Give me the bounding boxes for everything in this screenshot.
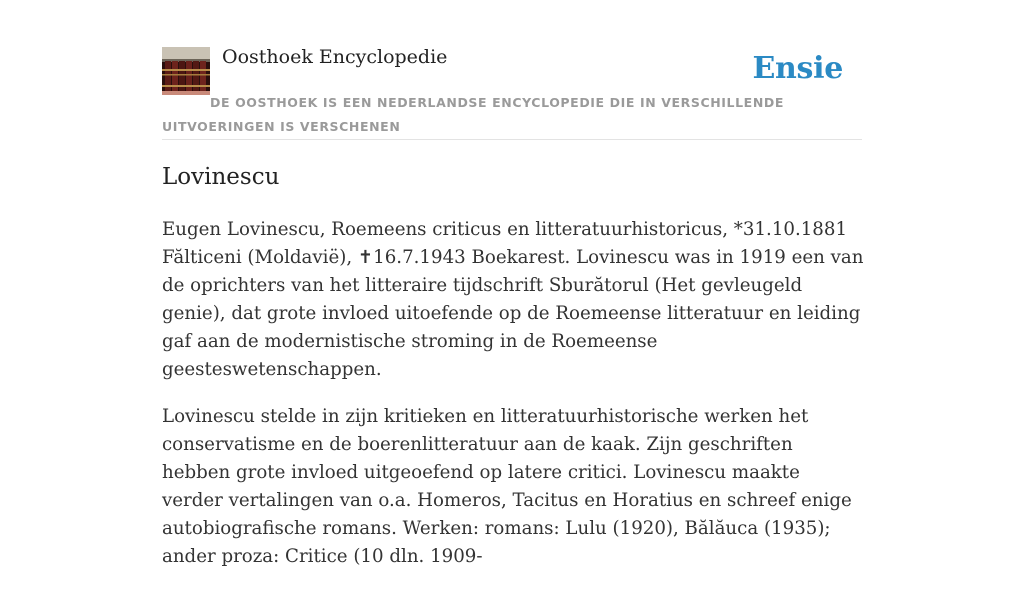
article-body (162, 216, 864, 590)
brand-logo[interactable]: Ensie (752, 51, 843, 86)
encyclopedia-books-icon (162, 47, 210, 95)
article-paragraph: Eugen Lovinescu, Roemeens criticus en litteratuurhistoricus, *31.10.1881 Fălticeni (Moldavië), ✝16.7.1943 Boekarest. Lovinescu was in 1919 een van de oprichters van het litteraire tijdschrift Sburătorul (Het gevleugeld genie), dat grote invloed uitoefende op de Roemeense litteratuur en leiding gaf aan de modernistische stroming in de Roemeense geesteswetenschappen. (162, 219, 864, 380)
article-title: Lovinescu (162, 164, 280, 190)
article-paragraph: Lovinescu stelde in zijn kritieken en litteratuurhistorische werken het conservatisme en de boerenlitteratuur aan de kaak. Zijn geschriften hebben grote invloed uitgeoefend op latere critici. Lovinescu maakte verder vertalingen van o.a. Homeros, Tacitus en Horatius en schreef enige autobiografische romans. Werken: romans: Lulu (1920), Bălăuca (1935); ander proza: Critice (10 dln. 1909- (162, 406, 852, 567)
site-name[interactable]: Oosthoek Encyclopedie (222, 46, 448, 68)
avatar[interactable] (162, 47, 210, 95)
site-tagline: DE OOSTHOEK IS EEN NEDERLANDSE ENCYCLOPEDIE DIE IN VERSCHILLENDE UITVOERINGEN IS VERSCHENEN (162, 95, 784, 134)
site-header (162, 46, 862, 140)
